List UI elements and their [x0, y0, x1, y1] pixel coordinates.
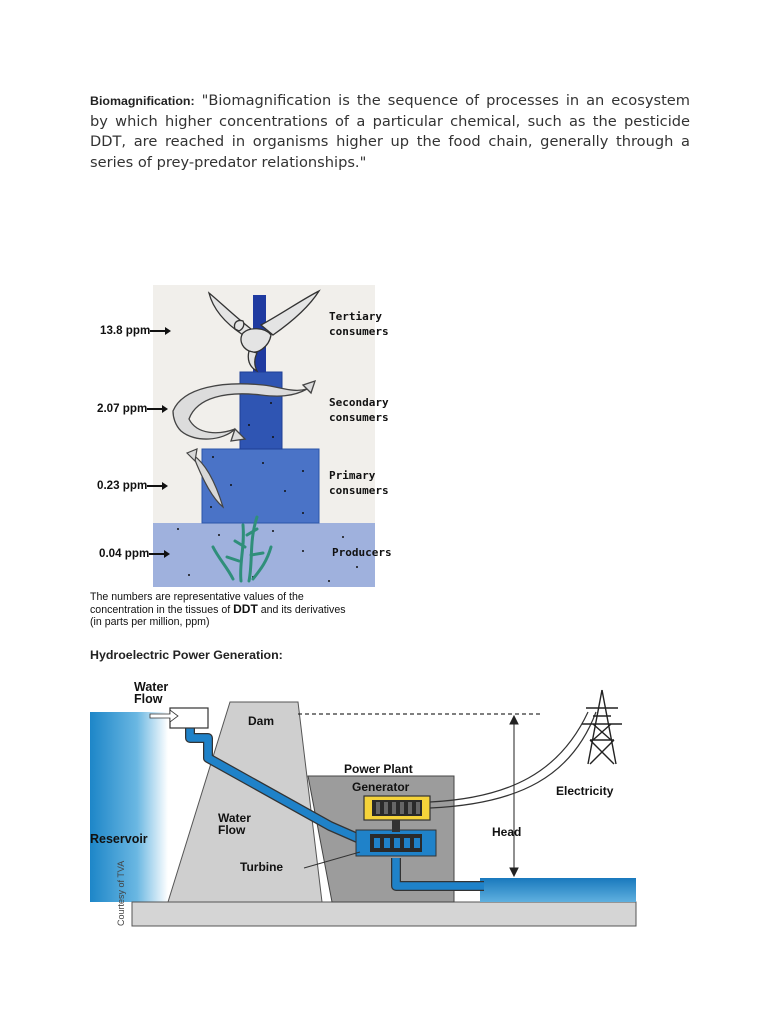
ppm-label-secondary: [97, 402, 169, 415]
ppm-value: 0.04 ppm: [99, 547, 150, 560]
pyramid-caption: The numbers are representative values of the concentration in the tissues of DDT and its derivatives (in parts per million, ppm): [90, 591, 346, 628]
hydroelectric-diagram: [90, 672, 650, 936]
label-head: Head: [492, 825, 522, 839]
ppm-label-primary: [97, 479, 169, 492]
label-electricity: Electricity: [556, 784, 614, 798]
head-arrow: [510, 716, 518, 876]
label-turbine: Turbine: [240, 860, 284, 874]
tailwater: [480, 878, 636, 902]
level-name-primary: Primary consumers: [329, 469, 389, 497]
transmission-tower-icon: [582, 690, 622, 764]
biomagnification-term: Biomagnification:: [90, 94, 195, 108]
ppm-label-producers: [99, 547, 171, 560]
hydro-heading: Hydroelectric Power Generation:: [90, 648, 283, 662]
level-name-producers: Producers: [332, 546, 392, 559]
level-name-secondary: Secondary consumers: [329, 396, 389, 424]
right-arrow-icon: [149, 549, 171, 559]
label-water-flow-mid: Water Flow: [218, 811, 251, 837]
level-name-tertiary: Tertiary consumers: [329, 310, 389, 338]
ground-base: [132, 902, 636, 926]
label-courtesy: Courtesy of TVA: [116, 860, 126, 926]
biomagnification-paragraph: [90, 91, 690, 173]
ppm-label-tertiary: [100, 324, 172, 337]
right-arrow-icon: [147, 404, 169, 414]
reservoir-water: [90, 712, 168, 902]
label-dam: Dam: [248, 714, 275, 728]
right-arrow-icon: [150, 326, 172, 336]
ppm-value: 2.07 ppm: [97, 402, 148, 415]
ppm-value: 13.8 ppm: [100, 324, 151, 337]
biomagnification-definition: "Biomagnification is the sequence of processes in an ecosystem by which higher concentrations of a particular chemical, such as the pesticide DDT, are reached in organisms higher up the food chain, generally through a series of prey-predator relationships.": [90, 92, 690, 171]
generator-icon: [364, 796, 430, 820]
label-power-plant: Power Plant: [344, 762, 413, 776]
label-generator: Generator: [352, 780, 410, 794]
label-water-flow-top: Water Flow: [134, 680, 169, 706]
label-reservoir: Reservoir: [90, 832, 148, 846]
right-arrow-icon: [147, 481, 169, 491]
ppm-value: 0.23 ppm: [97, 479, 148, 492]
primary-block: [202, 449, 319, 523]
